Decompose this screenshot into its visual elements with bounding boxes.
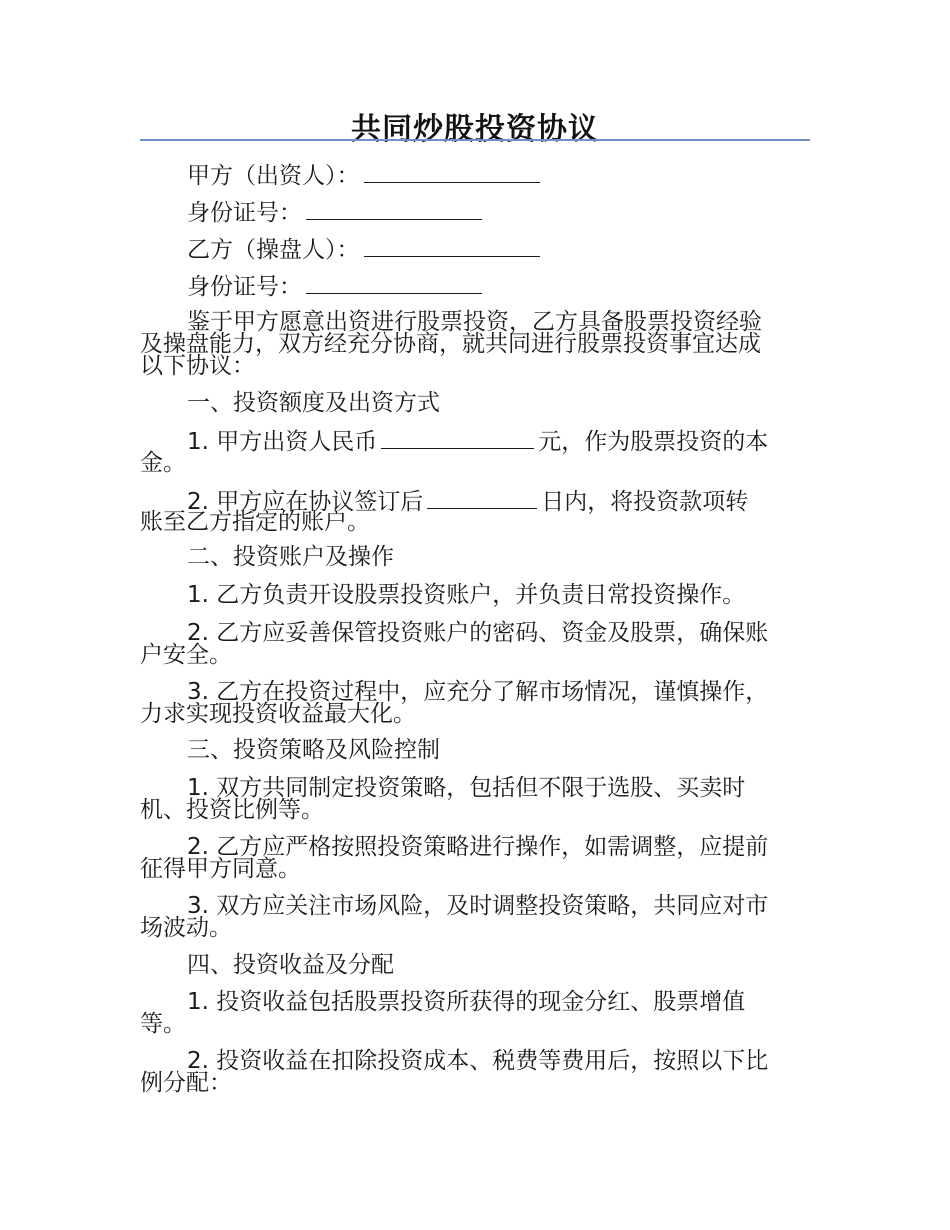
s3-item-2-line-1: 2. 乙方应严格按照投资策略进行操作，如需调整，应提前 xyxy=(187,834,769,860)
s1-item-1-line-2: 金。 xyxy=(140,450,186,476)
s2-item-1: 1. 乙方负责开设股票投资账户，并负责日常投资操作。 xyxy=(187,582,746,608)
section-4-heading: 四、投资收益及分配 xyxy=(187,952,394,978)
s4-item-2-line-2: 例分配： xyxy=(140,1070,232,1096)
s3-item-3-line-2: 场波动。 xyxy=(140,915,232,941)
id-b-label: 身份证号： xyxy=(187,274,302,300)
party-b-blank xyxy=(364,236,540,257)
section-1-heading: 一、投资额度及出资方式 xyxy=(187,390,440,416)
s1-item-1-pre: 1. 甲方出资人民币 xyxy=(187,429,378,455)
party-b-label: 乙方（操盘人）： xyxy=(187,237,360,263)
intro-line-1: 鉴于甲方愿意出资进行股票投资，乙方具备股票投资经验 xyxy=(187,309,762,335)
s4-item-2-line-1: 2. 投资收益在扣除投资成本、税费等费用后，按照以下比 xyxy=(187,1048,769,1074)
party-a-label: 甲方（出资人）： xyxy=(187,163,360,189)
s3-item-3-line-1: 3. 双方应关注市场风险，及时调整投资策略，共同应对市 xyxy=(187,893,769,919)
title-underline xyxy=(140,139,810,141)
section-2-heading: 二、投资账户及操作 xyxy=(187,544,394,570)
section-3-heading: 三、投资策略及风险控制 xyxy=(187,737,440,763)
s1-item-2-post: 日内，将投资款项转 xyxy=(541,489,749,515)
party-b-line xyxy=(140,236,862,262)
amount-blank xyxy=(381,428,534,449)
id-a-blank xyxy=(306,199,482,220)
party-a-line xyxy=(140,162,862,188)
document-title: 共同炒股投资协议 xyxy=(351,112,599,147)
s2-item-2-line-2: 户安全。 xyxy=(140,642,232,668)
s2-item-2-line-1: 2. 乙方应妥善保管投资账户的密码、资金及股票，确保账 xyxy=(187,620,769,646)
s2-item-3-line-1: 3. 乙方在投资过程中，应充分了解市场情况，谨慎操作， xyxy=(187,679,769,705)
s1-item-2-pre: 2. 甲方应在协议签订后 xyxy=(187,489,424,515)
s2-item-3-line-2: 力求实现投资收益最大化。 xyxy=(140,701,416,727)
id-a-label: 身份证号： xyxy=(187,200,302,226)
s4-item-1-line-1: 1. 投资收益包括股票投资所获得的现金分红、股票增值 xyxy=(187,989,746,1015)
s3-item-1-line-2: 机、投资比例等。 xyxy=(140,797,324,823)
days-blank xyxy=(427,488,537,509)
party-a-blank xyxy=(364,162,540,183)
id-b-blank xyxy=(306,273,482,294)
intro-line-2: 及操盘能力，双方经充分协商，就共同进行股票投资事宜达成 xyxy=(140,331,761,357)
intro-line-3: 以下协议： xyxy=(140,353,255,379)
s1-item-2-line-2: 账至乙方指定的账户。 xyxy=(140,509,370,535)
s1-item-1-post: 元，作为股票投资的本 xyxy=(538,429,769,455)
id-b-line xyxy=(140,273,862,299)
s3-item-2-line-2: 征得甲方同意。 xyxy=(140,856,301,882)
id-a-line xyxy=(140,199,862,225)
s3-item-1-line-1: 1. 双方共同制定投资策略，包括但不限于选股、买卖时 xyxy=(187,775,746,801)
s4-item-1-line-2: 等。 xyxy=(140,1011,186,1037)
